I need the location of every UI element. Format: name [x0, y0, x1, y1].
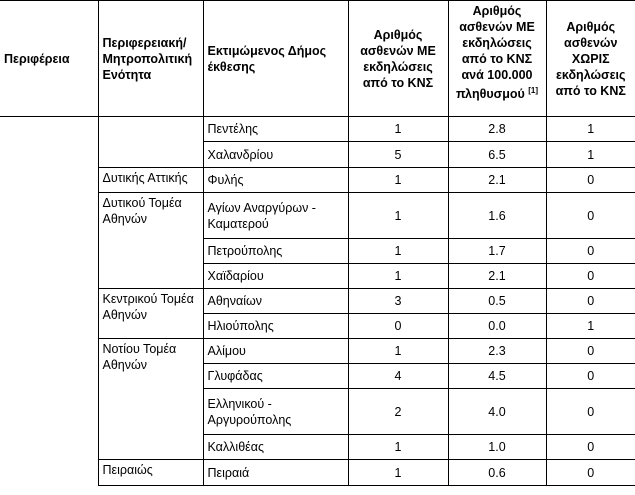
per100k-cell: 0.5 [448, 289, 546, 314]
without-cell: 0 [546, 239, 635, 264]
per100k-cell: 6.5 [448, 142, 546, 168]
without-cell: 0 [546, 339, 635, 364]
with-cell: 2 [348, 389, 448, 435]
with-cell: 1 [348, 239, 448, 264]
per100k-cell: 4.5 [448, 364, 546, 389]
per100k-cell: 2.1 [448, 168, 546, 193]
header-unit: Περιφερειακή/ Μητροπολιτική Ενότητα [98, 1, 203, 117]
without-cell: 0 [546, 460, 635, 486]
unit-cell [98, 117, 203, 168]
header-per-100k-text: Αριθμός ασθενών ΜΕ εκδηλώσεις από το ΚΝΣ ανά 100.000 πληθυσμού [455, 4, 535, 102]
unit-cell: Νοτίου Τομέα Αθηνών [98, 339, 203, 460]
per100k-cell: 4.0 [448, 389, 546, 435]
without-cell: 0 [546, 435, 635, 460]
with-cell: 1 [348, 168, 448, 193]
without-cell: 1 [546, 117, 635, 142]
unit-cell: Κεντρικού Τομέα Αθηνών [98, 289, 203, 339]
header-municipality: Εκτιμώμενος Δήμος έκθεσης [203, 1, 348, 117]
with-cell: 1 [348, 264, 448, 289]
header-without-symptoms: Αριθμός ασθενών ΧΩΡΙΣ εκδηλώσεις από το ΚΝΣ [546, 1, 635, 117]
header-region: Περιφέρεια [0, 1, 98, 117]
per100k-cell: 0.0 [448, 314, 546, 339]
municipality-cell: Καλλιθέας [203, 435, 348, 460]
municipality-cell: Ηλιούπολης [203, 314, 348, 339]
municipality-cell: Ελληνικού - Αργυρούπολης [203, 389, 348, 435]
unit-cell: Πειραιώς [98, 460, 203, 486]
without-cell: 1 [546, 314, 635, 339]
with-cell: 3 [348, 289, 448, 314]
header-with-symptoms: Αριθμός ασθενών ΜΕ εκδηλώσεις από το ΚΝΣ [348, 1, 448, 117]
without-cell: 0 [546, 193, 635, 239]
municipality-cell: Πετρούπολης [203, 239, 348, 264]
per100k-cell: 1.6 [448, 193, 546, 239]
with-cell: 4 [348, 364, 448, 389]
municipality-cell: Αθηναίων [203, 289, 348, 314]
municipality-cell: Αγίων Αναργύρων - Καματερού [203, 193, 348, 239]
per100k-cell: 1.7 [448, 239, 546, 264]
municipality-cell: Χαϊδαρίου [203, 264, 348, 289]
region-cell [0, 117, 98, 486]
with-cell: 5 [348, 142, 448, 168]
without-cell: 0 [546, 264, 635, 289]
without-cell: 1 [546, 142, 635, 168]
with-cell: 1 [348, 435, 448, 460]
with-cell: 1 [348, 117, 448, 142]
without-cell: 0 [546, 168, 635, 193]
municipality-cell: Πεντέλης [203, 117, 348, 142]
municipality-cell: Φυλής [203, 168, 348, 193]
with-cell: 0 [348, 314, 448, 339]
municipality-cell: Γλυφάδας [203, 364, 348, 389]
header-row [0, 1, 635, 117]
municipality-cell: Αλίμου [203, 339, 348, 364]
municipality-cell: Χαλανδρίου [203, 142, 348, 168]
header-per-100k [448, 1, 546, 117]
per100k-cell: 0.6 [448, 460, 546, 486]
per100k-cell: 1.0 [448, 435, 546, 460]
without-cell: 0 [546, 389, 635, 435]
unit-cell: Δυτικού Τομέα Αθηνών [98, 193, 203, 289]
with-cell: 1 [348, 193, 448, 239]
municipality-cell: Πειραιά [203, 460, 348, 486]
with-cell: 1 [348, 339, 448, 364]
with-cell: 1 [348, 460, 448, 486]
footnote-ref: [1] [528, 86, 539, 95]
without-cell: 0 [546, 289, 635, 314]
table-row [0, 117, 635, 142]
without-cell: 0 [546, 364, 635, 389]
unit-cell: Δυτικής Αττικής [98, 168, 203, 193]
per100k-cell: 2.8 [448, 117, 546, 142]
per100k-cell: 2.3 [448, 339, 546, 364]
per100k-cell: 2.1 [448, 264, 546, 289]
